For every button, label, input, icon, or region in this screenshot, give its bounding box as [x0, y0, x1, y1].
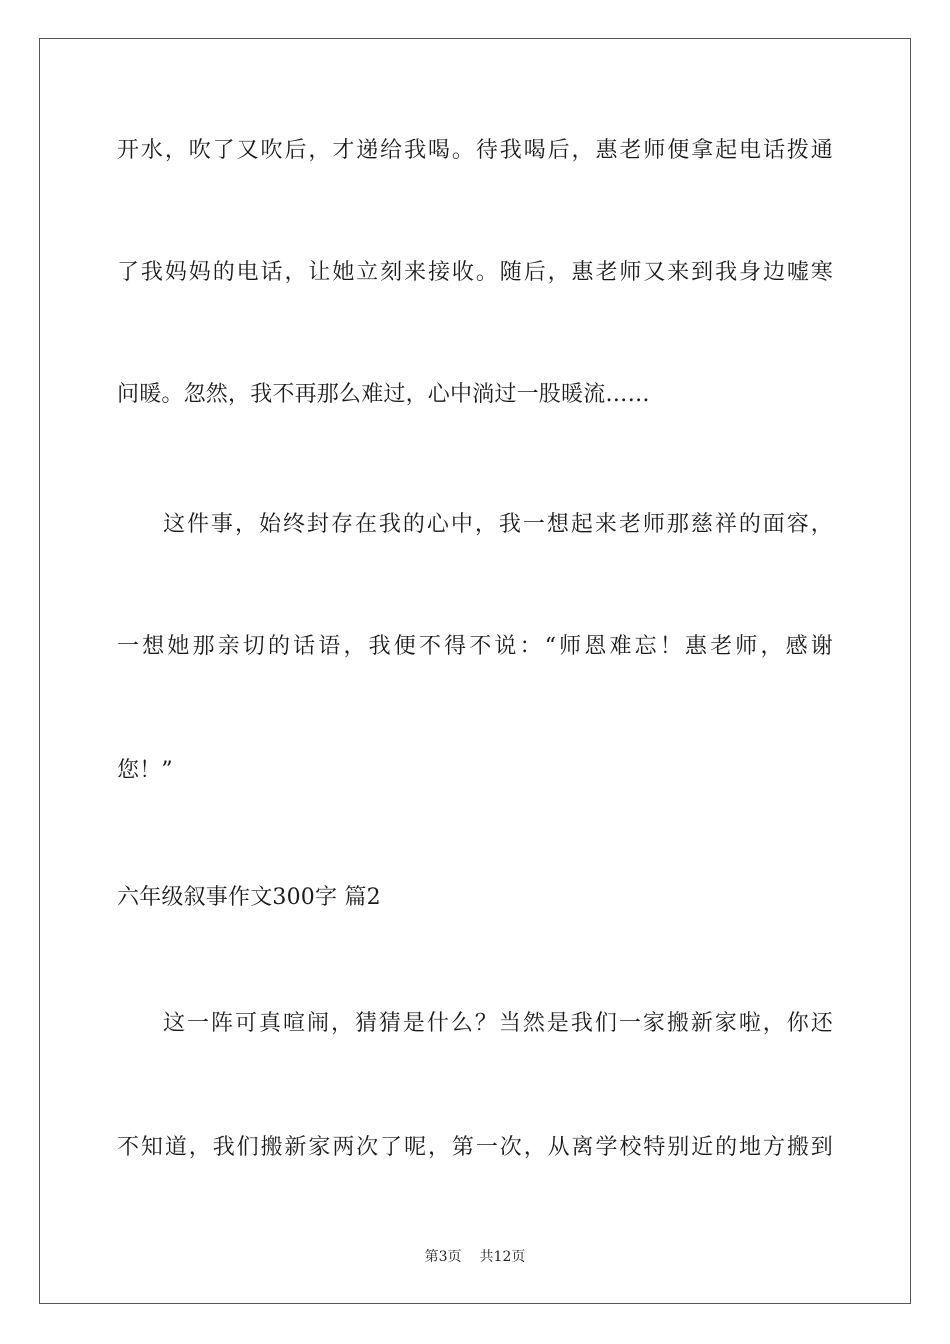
paragraph-line-6: 您！”: [117, 758, 173, 783]
paragraph-line-2: 了我妈妈的电话，让她立刻来接收。随后，惠老师又来到我身边嘘寒: [117, 260, 833, 285]
paragraph-line-8: 不知道，我们搬新家两次了呢，第一次，从离学校特别近的地方搬到: [117, 1135, 833, 1160]
paragraph-line-7: 这一阵可真喧闹，猜猜是什么？当然是我们一家搬新家啦，你还: [163, 1011, 833, 1036]
page-border: [39, 38, 911, 1304]
section-heading: 六年级叙事作文300字 篇2: [117, 885, 381, 910]
paragraph-line-3: 问暖。忽然，我不再那么难过，心中淌过一股暖流……: [117, 382, 650, 407]
paragraph-line-4: 这件事，始终封存在我的心中，我一想起来老师那慈祥的面容，: [163, 512, 833, 537]
page-total: 共12页: [479, 1249, 526, 1265]
page-number: 第3页: [424, 1249, 462, 1265]
page-footer: [0, 1248, 950, 1266]
paragraph-line-5: 一想她那亲切的话语，我便不得不说：“师恩难忘！惠老师，感谢: [117, 634, 833, 659]
paragraph-line-1: 开水，吹了又吹后，才递给我喝。待我喝后，惠老师便拿起电话拨通: [117, 138, 833, 163]
